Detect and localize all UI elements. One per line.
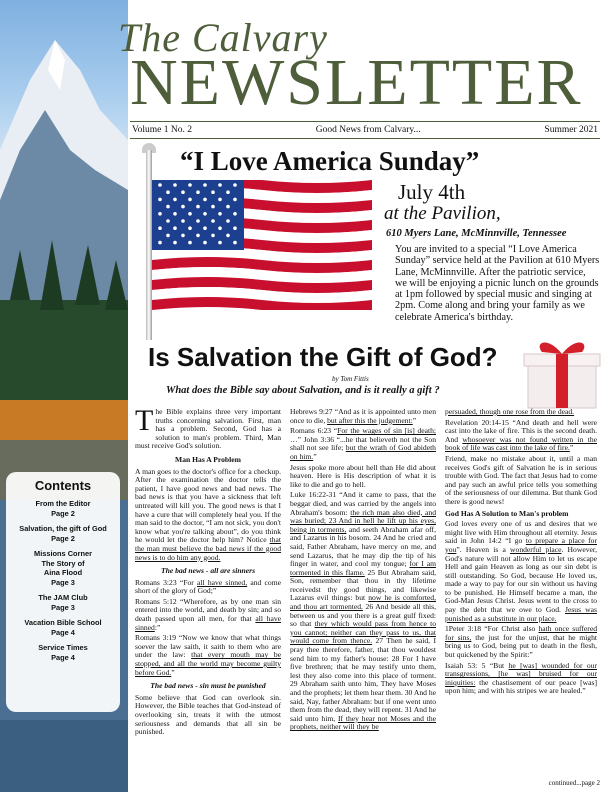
- american-flag-icon: [152, 180, 372, 310]
- event-title: “I Love America Sunday”: [180, 146, 480, 176]
- event-address: 610 Myers Lane, McMinnville, Tennessee: [386, 228, 567, 239]
- contents-box: [6, 472, 120, 712]
- contents-item[interactable]: The JAM Club Page 3: [38, 593, 88, 612]
- article-column-3: persuaded, though one rose from the dead. Revelation 20:14-15 “And death and hell were cast into the lake of fire. This is the second death. And whosoever was not found written in the book of life was cast into the lake of fire.” Friend, make no mistake about it, until a man receives God's gift of Salvation he is in serious trouble with God. The fact that Jesus had to come and pay such an awful price tells you something of the seriousness of our dilemma. But thank God there is good news! God Has A Solution to Man's problem God loves every one of us and desires that we might live with Him throughout all eternity. Jesus said in John 14:2 “I go to prepare a place for you”. Heaven is a wonderful place. However, God's nature will not allow Him to let us escape Hell and gain Heaven as long as our sin debt is still outstanding. So God, because He loved us, made a way to pay for our sin without us having to be punished. He Himself became a man, the God-Man Jesus Christ. Jesus went to the cross to pay the debt that we owe to God. Jesus was punished as a substitute in our place. 1Peter 3:18 “For Christ also hath once suffered for sins, the just for the unjust, that he might bring us to God, being put to death in the flesh, but quickened by the Spirit:” Isaiah 53: 5 “But he [was] wounded for our transgressions, [he was] bruised for our iniquities: the chastisement of our peace [was] upon him; and with his stripes we are healed.”: [445, 407, 598, 696]
- issue-meta: [132, 125, 598, 135]
- article-column-2: Hebrews 9:27 “And as it is appointed unto men once to die, but after this the judgement:” Romans 6:23 “For the wages of sin [is] death; …” John 3:36 “...he that believeth not the Son shall not see life; but the wrath of God abideth on him.” Jesus spoke more about hell than He did about heaven. Here is His description of what it is like to die and go to hell. Luke 16:22-31 “And it came to pass, that the beggar died, and was carried by the angels into Abraham's bosom: the rich man also died, and was buried; 23 And in hell he lift up his eyes, being in torments, and seeth Abraham afar off, and Lazarus in his bosom. 24 And he cried and said, Father Abraham, have mercy on me, and send Lazarus, that he may dip the tip of his finger in water, and cool my tongue; for I am tormented in this flame. 25 But Abraham said, Son, remember that thou in thy lifetime receivedst thy good things, and likewise Lazarus evil things: but now he is comforted, and thou art tormented. 26 And beside all this, between us and you there is a great gulf fixed: so that they which would pass from hence to you cannot; neither can they pass to us, that would come from thence. 27 Then he said, I pray thee therefore, father, that thou wouldest send him to my father's house: 28 For I have five brethren; that he may testify unto them, lest they also come into this place of torment. 29 Abraham saith unto him, They have Moses and the prophets; let them hear them. 30 And he said, Nay, father Abraham: but if one went unto them from the dead, they will repent. 31 And he said unto him, If they hear not Moses and the prophets, neither will they be: [290, 407, 437, 732]
- article-title: Is Salvation the Gift of God?: [148, 342, 498, 372]
- event-venue: at the Pavilion,: [384, 203, 501, 224]
- masthead-title: NEWSLETTER: [130, 46, 583, 119]
- event-date: July 4th: [398, 180, 466, 204]
- article-column-1: The Bible explains three very important truths concerning salvation. First, man has a problem. Second, God has a solution to man's problem. Third, Man must receive God's solution. Man Has A Problem A man goes to the doctor's office for a checkup. After the examination the doctor tells the patient, I have good news and bad news. The bad news is that you have a sickness that left untreated will kill you. The good news is that I have a cure that will completely heal you. If the man said to the doctor, “I am not sick, you don't know what you're talking about”, do you think he would let the doctor help him? Notice that the man must believe the bad news if the good news is to do him any good. The bad news - all are sinners Romans 3:23 “For all have sinned, and come short of the glory of God;” Romans 5:12 “Wherefore, as by one man sin entered into the world, and death by sin; and so death passed upon all men, for that all have sinned:” Romans 3:19 “Now we know that what things soever the law saith, it saith to them who are under the law: that every mouth may be stopped, and all the world may become guilty before God.” The bad news - sin must be punished Some believe that God can overlook sin. However, the Bible teaches that God-instead of overlooking sin, treats it with the utmost seriousness and demands that all sin be punished.: [135, 404, 281, 737]
- contents-item[interactable]: From the Editor Page 2: [35, 499, 91, 518]
- sidebar-landscape-image: [0, 0, 128, 792]
- tagline: Good News from Calvary...: [315, 125, 421, 135]
- divider: [130, 121, 600, 122]
- gift-box-icon: [520, 334, 604, 410]
- contents-title: Contents: [34, 478, 92, 493]
- article-subtitle: What does the Bible say about Salvation, and is it really a gift ?: [166, 385, 440, 396]
- contents-item[interactable]: Salvation, the gift of God Page 2: [19, 524, 107, 543]
- event-description: You are invited to a special “I Love America Sunday” service held at the Pavilion at 610 Myers Lane, McMinnville. After the patriotic service, we will be enjoying a picnic lunch on the grounds at 1pm followed by special music and singing at 2pm. Come along and bring your family as we celebrate America's birthday.: [395, 244, 600, 323]
- divider: [130, 138, 600, 139]
- article-byline: by Tom Fittis: [332, 375, 369, 383]
- contents-item[interactable]: Vacation Bible School Page 4: [24, 618, 102, 637]
- continued-note: continued...page 2: [548, 779, 600, 787]
- issue-date: Summer 2021: [544, 125, 598, 135]
- volume: Volume 1 No. 2: [132, 125, 192, 135]
- contents-item[interactable]: Service Times Page 4: [38, 643, 88, 662]
- contents-item[interactable]: Missions Corner The Story of Aina Flood Page 3: [34, 549, 92, 587]
- masthead-script: The Calvary: [118, 15, 328, 60]
